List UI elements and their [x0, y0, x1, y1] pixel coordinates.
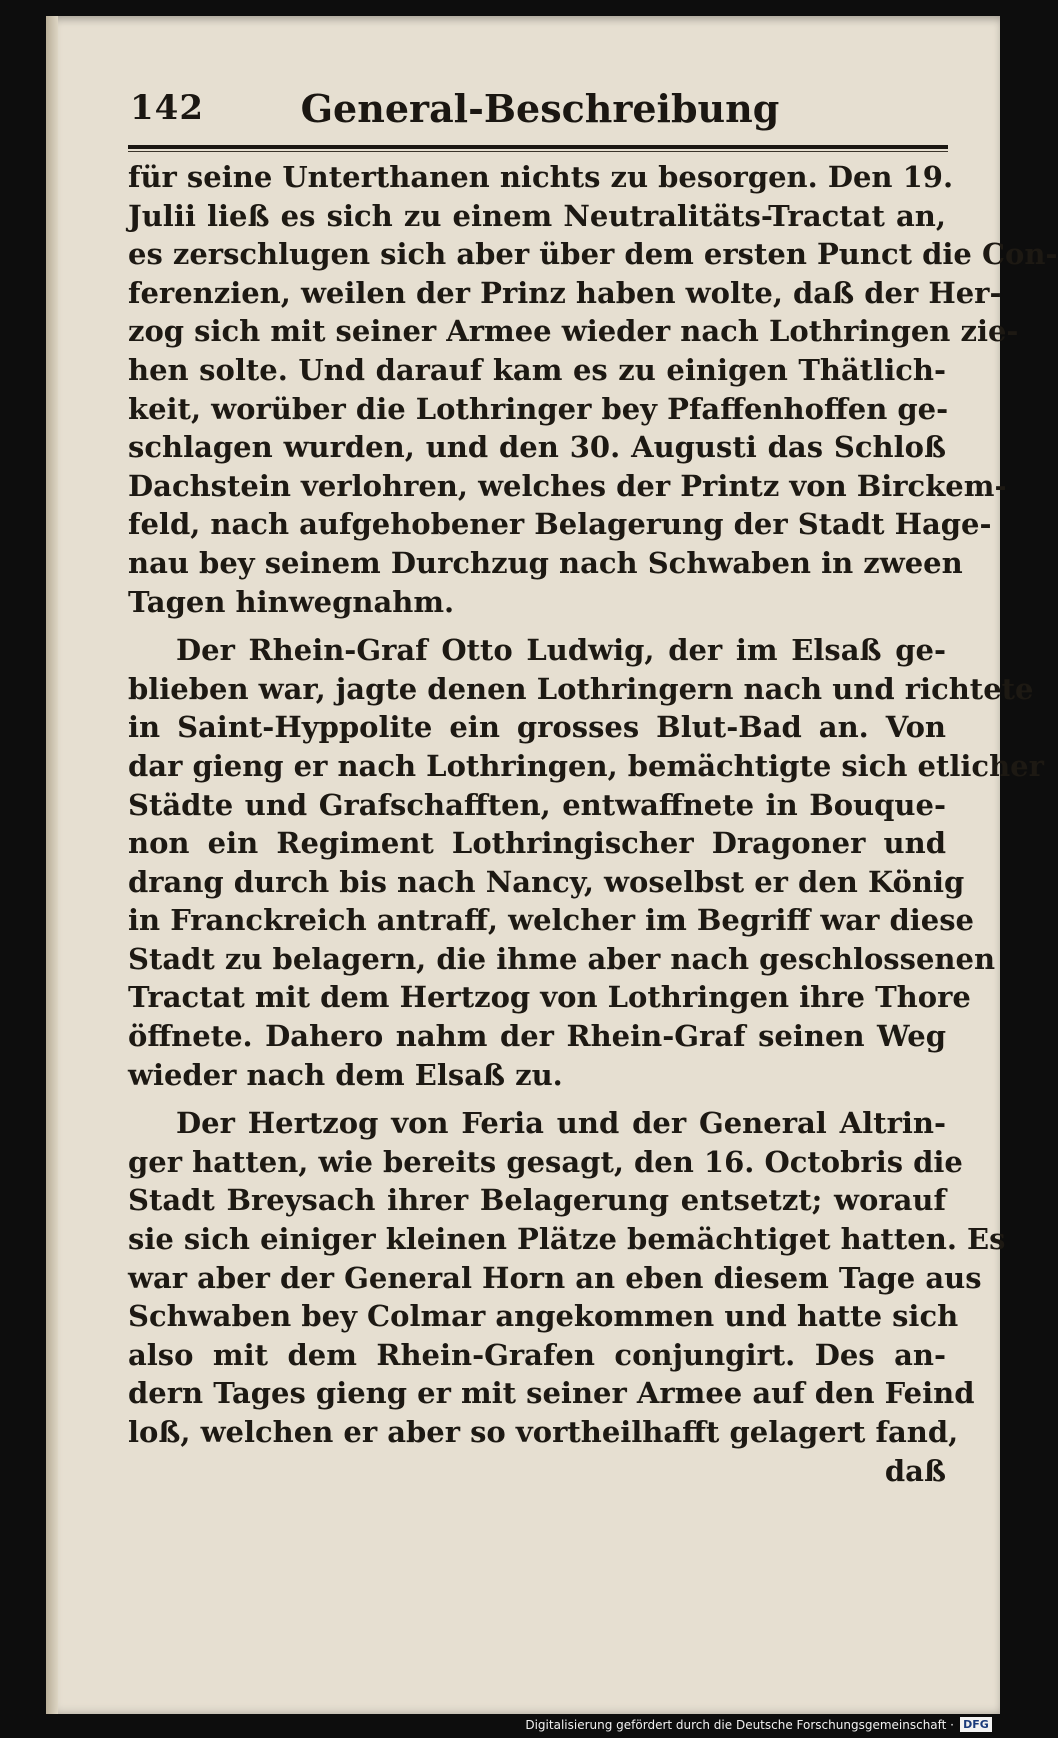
text-line: wieder nach dem Elsaß zu.	[128, 1057, 563, 1092]
text-line: blieben war, jagte denen Lothringern nach und richtete	[128, 671, 1034, 706]
text-line: ger hatten, wie bereits gesagt, den 16. Octobris die	[128, 1144, 963, 1179]
text-line: Julii ließ es sich zu einem Neutralitäts-Tractat an,	[128, 198, 946, 233]
body-text	[128, 158, 1058, 1500]
text-line: feld, nach aufgehobener Belagerung der Stadt Hage-	[128, 507, 992, 542]
page-gutter-shadow	[46, 16, 58, 1714]
footer-credit: Digitalisierung gefördert durch die Deutsche Forschungsgemeinschaft ·	[525, 1718, 954, 1732]
text-line: es zerschlugen sich aber über dem ersten Punct die Con-	[128, 237, 1058, 272]
text-line: Der Hertzog von Feria und der General Altrin-	[176, 1106, 946, 1141]
text-line: Schwaben bey Colmar angekommen und hatte sich	[128, 1299, 959, 1334]
text-line: für seine Unterthanen nichts zu besorgen. Den 19.	[128, 160, 954, 194]
text-line: also mit dem Rhein-Grafen conjungirt. Des an-	[128, 1337, 946, 1372]
text-line: Städte und Grafschafften, entwaffnete in Bouque-	[128, 787, 946, 822]
text-line: dern Tages gieng er mit seiner Armee auf den Feind	[128, 1376, 975, 1411]
header-rule-thin	[128, 151, 948, 152]
paragraph-2	[128, 631, 1044, 1094]
text-line: sie sich einiger kleinen Plätze bemächtiget hatten. Es	[128, 1222, 1006, 1257]
text-line: in Saint-Hyppolite ein grosses Blut-Bad an. Von	[128, 710, 946, 745]
text-line: Dachstein verlohren, welches der Printz von Birckem-	[128, 468, 1007, 503]
text-line: war aber der General Horn an eben diesem Tage aus	[128, 1260, 982, 1295]
text-line: Stadt zu belagern, die ihme aber nach geschlossenen	[128, 941, 996, 976]
text-line: Tractat mit dem Hertzog von Lothringen ihre Thore	[128, 980, 971, 1015]
text-line: zog sich mit seiner Armee wieder nach Lothringen zie-	[128, 314, 1019, 349]
text-line: drang durch bis nach Nancy, woselbst er den König	[128, 864, 965, 899]
text-line: Tagen hinwegnahm.	[128, 584, 455, 619]
header-rule	[128, 145, 948, 149]
page-number: 142	[130, 88, 204, 128]
text-line: Stadt Breysach ihrer Belagerung entsetzt; worauf	[128, 1183, 946, 1218]
text-line: keit, worüber die Lothringer bey Pfaffenhoffen ge-	[128, 391, 949, 426]
text-line: in Franckreich antraff, welcher im Begriff war diese	[128, 903, 974, 938]
text-line: nau bey seinem Durchzug nach Schwaben in zween	[128, 545, 963, 580]
paragraph-1	[128, 158, 1058, 621]
text-line: loß, welchen er aber so vortheilhafft gelagert fand,	[128, 1415, 959, 1449]
page-header	[130, 78, 950, 134]
text-line: schlagen wurden, und den 30. Augusti das Schloß	[128, 430, 946, 465]
running-title: General-Beschreibung	[300, 86, 780, 131]
dfg-logo-icon: DFG	[960, 1717, 992, 1732]
catchword: daß	[884, 1453, 946, 1488]
text-line: dar gieng er nach Lothringen, bemächtigte sich etlicher	[128, 748, 1044, 783]
text-line: non ein Regiment Lothringischer Dragoner und	[128, 826, 946, 861]
text-line: ferenzien, weilen der Prinz haben wolte, daß der Her-	[128, 275, 1002, 310]
text-line: Der Rhein-Graf Otto Ludwig, der im Elsaß ge-	[176, 633, 946, 668]
text-line: hen solte. Und darauf kam es zu einigen Thätlich-	[128, 352, 946, 387]
text-line: öffnete. Dahero nahm der Rhein-Graf seinen Weg	[128, 1019, 946, 1054]
paragraph-3	[128, 1104, 1006, 1490]
